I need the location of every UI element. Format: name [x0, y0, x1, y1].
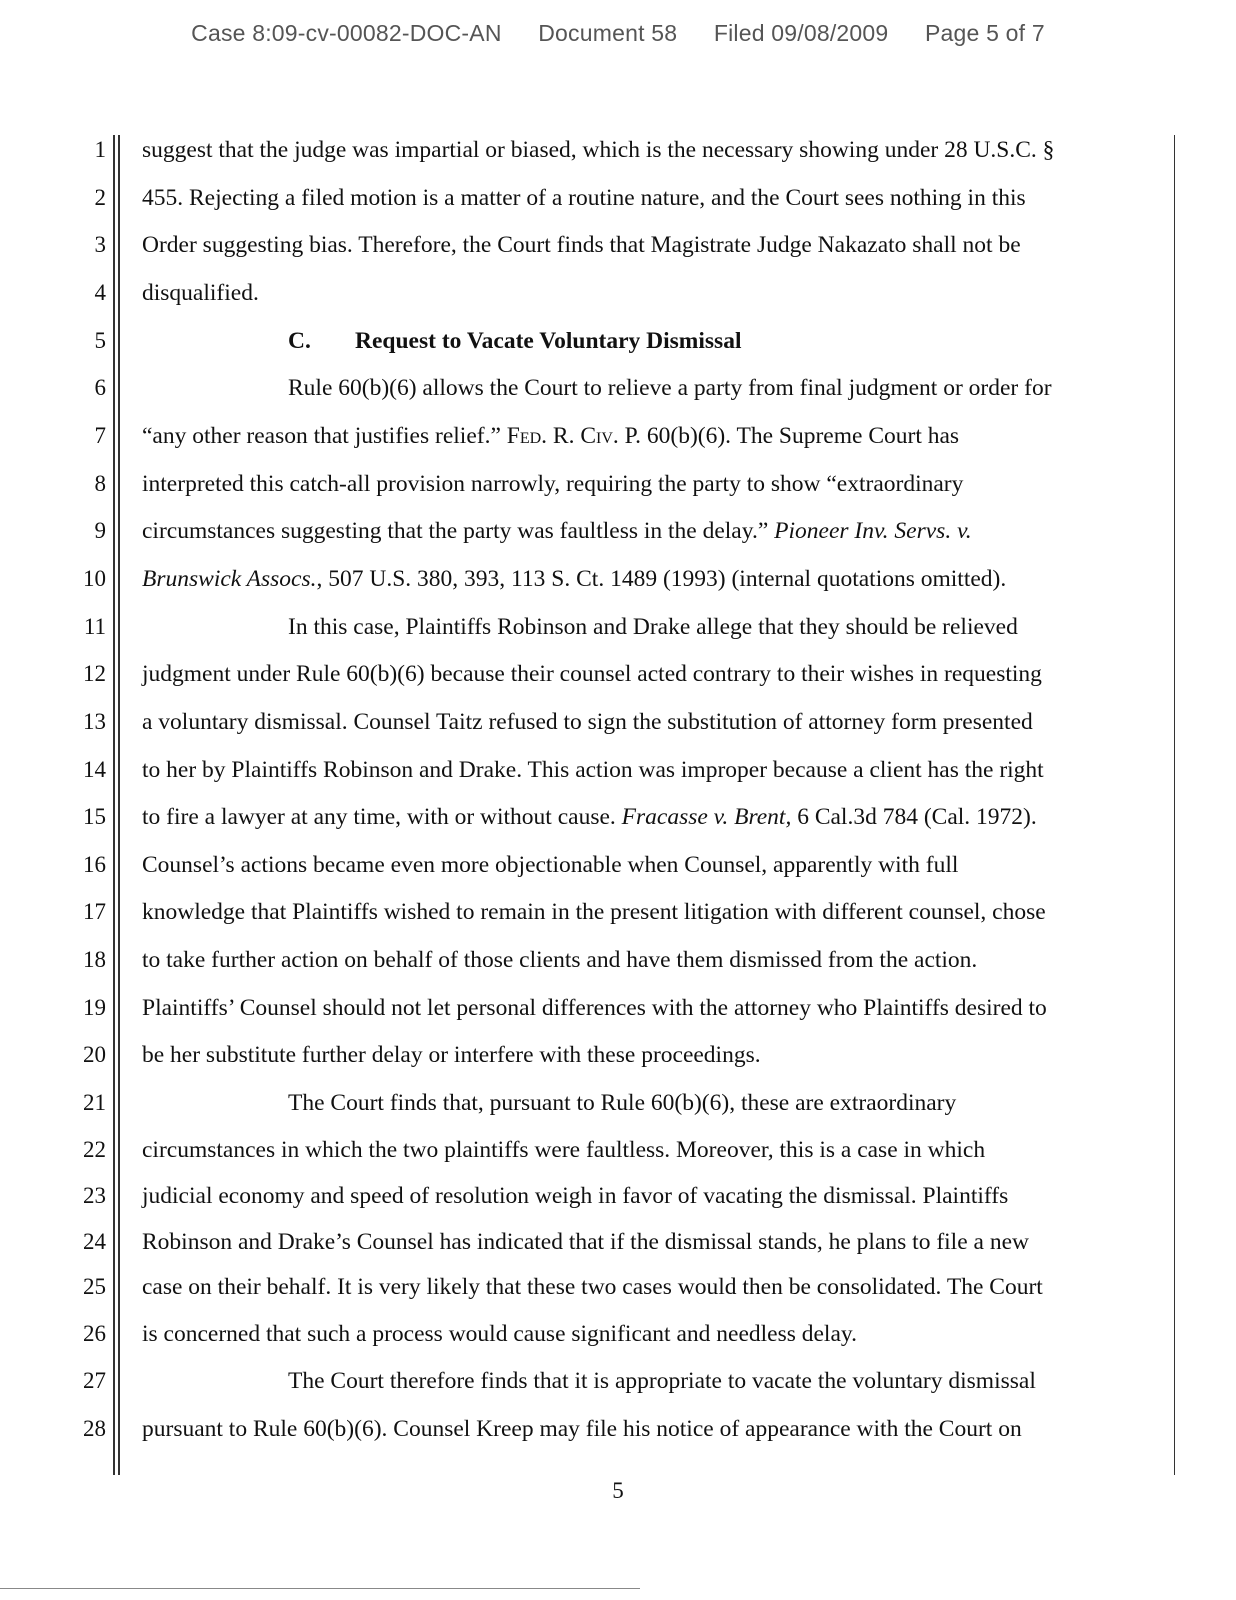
- body-text: circumstances suggesting that the party was faultless in the delay.”: [142, 518, 775, 544]
- line-number: 20: [83, 1042, 106, 1067]
- line-number: 28: [83, 1416, 106, 1441]
- line-number: 19: [83, 995, 106, 1020]
- line-number: 9: [94, 518, 106, 543]
- line-number: 14: [83, 757, 106, 782]
- line-number: 1: [94, 137, 106, 162]
- filed-date: Filed 09/08/2009: [713, 20, 889, 46]
- body-line: The Court therefore finds that it is appropriate to vacate the voluntary dismissal: [288, 1368, 1036, 1394]
- line-number: 22: [83, 1137, 106, 1162]
- body-line: [142, 564, 1162, 594]
- line-number: 11: [83, 614, 106, 639]
- body-text: “any other reason that justifies relief.”: [142, 423, 507, 449]
- body-line: pursuant to Rule 60(b)(6). Counsel Kreep may file his notice of appearance with the Court on: [142, 1416, 1022, 1442]
- body-line: Rule 60(b)(6) allows the Court to relieve a party from final judgment or order for: [288, 375, 1052, 401]
- line-number: 3: [94, 232, 106, 257]
- line-number: 16: [83, 852, 106, 877]
- line-number: 24: [83, 1229, 106, 1254]
- section-title: Request to Vacate Voluntary Dismissal: [355, 328, 742, 354]
- line-number: 27: [83, 1368, 106, 1393]
- body-text: to fire a lawyer at any time, with or without cause.: [142, 804, 622, 830]
- body-line: Order suggesting bias. Therefore, the Court finds that Magistrate Judge Nakazato shall not be: [142, 232, 1021, 258]
- line-number: 17: [83, 899, 106, 924]
- case-citation: Fracasse v. Brent,: [621, 804, 792, 830]
- body-line: judicial economy and speed of resolution weigh in favor of vacating the dismissal. Plaintiffs: [142, 1183, 1009, 1209]
- line-number: 18: [83, 947, 106, 972]
- body-line: be her substitute further delay or interfere with these proceedings.: [142, 1042, 761, 1068]
- line-number: 21: [83, 1090, 106, 1115]
- body-line: [142, 802, 1162, 832]
- line-number: 4: [94, 280, 106, 305]
- body-line: is concerned that such a process would cause significant and needless delay.: [142, 1321, 857, 1347]
- body-text: 6 Cal.3d 784 (Cal. 1972).: [791, 804, 1037, 830]
- left-margin-rule-inner: [118, 135, 120, 1475]
- body-line: [142, 421, 1162, 451]
- body-line: In this case, Plaintiffs Robinson and Drake allege that they should be relieved: [288, 614, 1018, 640]
- body-line: case on their behalf. It is very likely that these two cases would then be consolidated. The Court: [142, 1274, 1043, 1300]
- line-number: 12: [83, 661, 106, 686]
- section-letter: C.: [288, 328, 311, 354]
- document-header: [0, 20, 1236, 47]
- line-number: 8: [94, 471, 106, 496]
- body-line: [142, 516, 1162, 546]
- body-line: interpreted this catch-all provision narrowly, requiring the party to show “extraordinary: [142, 471, 964, 497]
- line-number: 2: [94, 185, 106, 210]
- body-line: Robinson and Drake’s Counsel has indicated that if the dismissal stands, he plans to file a new: [142, 1229, 1029, 1255]
- line-number: 13: [83, 709, 106, 734]
- line-number: 15: [83, 804, 106, 829]
- line-number: 10: [83, 566, 106, 591]
- line-number: 6: [94, 375, 106, 400]
- body-text: 60(b)(6). The Supreme Court has: [641, 423, 960, 449]
- body-line: 455. Rejecting a filed motion is a matter of a routine nature, and the Court sees nothing in this: [142, 185, 1026, 211]
- line-number: 26: [83, 1321, 106, 1346]
- line-number: 7: [94, 423, 106, 448]
- body-line: knowledge that Plaintiffs wished to remain in the present litigation with different counsel, chose: [142, 899, 1046, 925]
- body-line: to take further action on behalf of those clients and have them dismissed from the action.: [142, 947, 978, 973]
- left-margin-rule: [113, 135, 115, 1475]
- section-heading: [288, 326, 741, 356]
- line-number: 23: [83, 1183, 106, 1208]
- body-line: Plaintiffs’ Counsel should not let personal differences with the attorney who Plaintiffs desired to: [142, 995, 1047, 1021]
- rule-citation: Fed. R. Civ. P.: [506, 423, 641, 449]
- body-line: suggest that the judge was impartial or biased, which is the necessary showing under 28 U.S.C. §: [142, 137, 1055, 163]
- body-text: , 507 U.S. 380, 393, 113 S. Ct. 1489 (1993) (internal quotations omitted).: [316, 566, 1007, 592]
- page-number: 5: [612, 1478, 624, 1503]
- body-line: circumstances in which the two plaintiffs were faultless. Moreover, this is a case in which: [142, 1137, 986, 1163]
- body-line: to her by Plaintiffs Robinson and Drake. This action was improper because a client has the right: [142, 757, 1044, 783]
- page-count: Page 5 of 7: [925, 20, 1045, 46]
- line-number: 25: [83, 1274, 106, 1299]
- body-line: The Court finds that, pursuant to Rule 60(b)(6), these are extraordinary: [288, 1090, 957, 1116]
- right-margin-rule: [1174, 135, 1175, 1475]
- body-line: disqualified.: [142, 280, 259, 306]
- body-line: Counsel’s actions became even more objectionable when Counsel, apparently with full: [142, 852, 959, 878]
- body-line: a voluntary dismissal. Counsel Taitz refused to sign the substitution of attorney form presented: [142, 709, 1033, 735]
- case-citation: Brunswick Assocs.: [142, 566, 317, 592]
- footer-divider: [0, 1588, 640, 1589]
- case-citation: Pioneer Inv. Servs. v.: [774, 518, 972, 544]
- body-line: judgment under Rule 60(b)(6) because their counsel acted contrary to their wishes in requesting: [142, 661, 1042, 687]
- case-number: Case 8:09-cv-00082-DOC-AN: [191, 20, 502, 46]
- document-number: Document 58: [538, 20, 678, 46]
- line-number: 5: [94, 328, 106, 353]
